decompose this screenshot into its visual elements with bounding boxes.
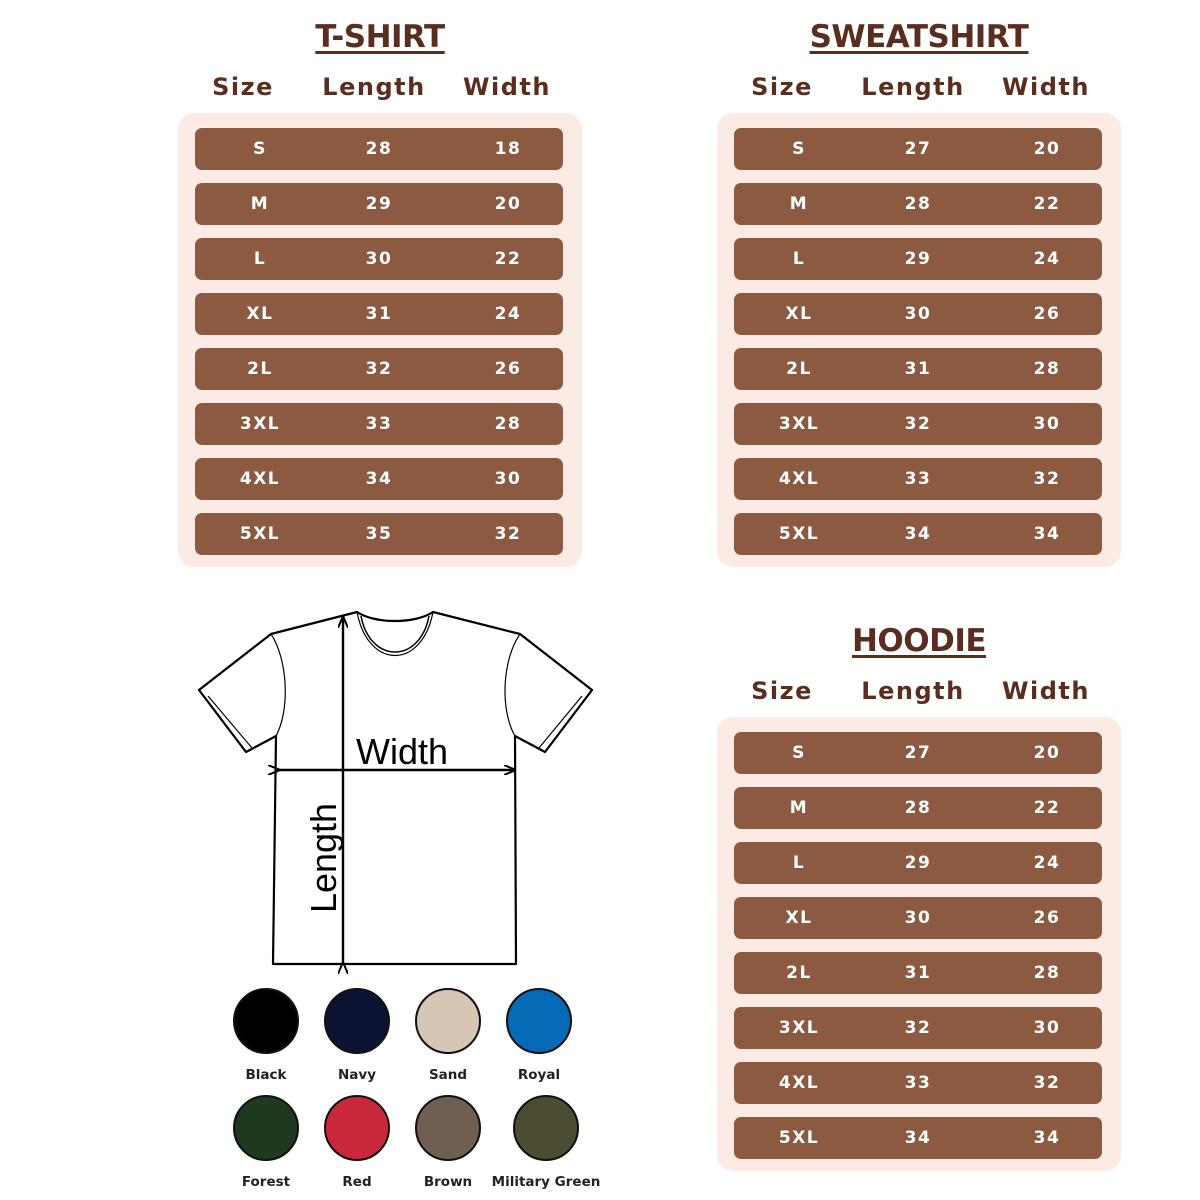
- tshirt-title: T-SHIRT: [315, 19, 445, 55]
- shirt-outline: [199, 612, 592, 964]
- width-cell: 32: [1033, 469, 1061, 489]
- table-row: [734, 238, 1102, 280]
- size-cell: 3XL: [778, 1018, 820, 1038]
- length-cell: 34: [365, 469, 393, 489]
- color-dot: [233, 988, 299, 1054]
- color-dot: [415, 1095, 481, 1161]
- table-row: [734, 293, 1102, 335]
- width-cell: 32: [1033, 1073, 1061, 1093]
- size-cell: 4XL: [778, 1073, 820, 1093]
- width-cell: 26: [494, 359, 522, 379]
- size-column-header: Size: [751, 73, 813, 101]
- size-cell: 2L: [786, 963, 812, 983]
- color-swatch-military-green: [486, 1092, 606, 1200]
- tshirt-table: [178, 113, 582, 567]
- width-cell: 24: [1033, 249, 1061, 269]
- hoodie-size-chart: [717, 621, 1121, 1173]
- width-cell: 24: [494, 304, 522, 324]
- hoodie-table: [717, 717, 1121, 1171]
- width-label: Width: [355, 731, 449, 772]
- length-cell: 29: [904, 853, 932, 873]
- table-row: [195, 348, 563, 390]
- width-cell: 22: [1033, 194, 1061, 214]
- length-cell: 32: [904, 414, 932, 434]
- color-label: Forest: [241, 1174, 291, 1190]
- color-label: Navy: [337, 1067, 376, 1083]
- length-cell: 27: [904, 139, 932, 159]
- table-row: [734, 458, 1102, 500]
- width-cell: 22: [1033, 798, 1061, 818]
- width-cell: 32: [494, 524, 522, 544]
- table-row: [734, 183, 1102, 225]
- table-row: [195, 293, 563, 335]
- tshirt-measurement-diagram: [190, 600, 600, 980]
- table-row: [734, 787, 1102, 829]
- color-label: Sand: [428, 1067, 468, 1083]
- length-cell: 30: [365, 249, 393, 269]
- color-dot: [415, 988, 481, 1054]
- size-cell: 3XL: [239, 414, 281, 434]
- tshirt-measurement-icon: [190, 600, 600, 980]
- width-cell: 22: [494, 249, 522, 269]
- length-cell: 32: [365, 359, 393, 379]
- length-cell: 28: [904, 194, 932, 214]
- length-cell: 33: [904, 1073, 932, 1093]
- size-cell: 4XL: [778, 469, 820, 489]
- table-row: [195, 238, 563, 280]
- table-row: [195, 183, 563, 225]
- size-cell: XL: [785, 908, 813, 928]
- size-cell: 2L: [786, 359, 812, 379]
- table-row: [734, 128, 1102, 170]
- width-cell: 34: [1033, 1128, 1061, 1148]
- length-column-header: Length: [861, 73, 965, 101]
- length-label: Length: [303, 802, 344, 914]
- color-label: Red: [342, 1174, 372, 1190]
- size-cell: M: [250, 194, 270, 214]
- width-cell: 28: [1033, 963, 1061, 983]
- length-cell: 34: [904, 524, 932, 544]
- width-cell: 30: [1033, 1018, 1061, 1038]
- table-row: [195, 403, 563, 445]
- length-cell: 33: [365, 414, 393, 434]
- width-cell: 24: [1033, 853, 1061, 873]
- color-label: Brown: [423, 1174, 473, 1190]
- table-row: [734, 732, 1102, 774]
- length-cell: 29: [904, 249, 932, 269]
- sweatshirt-column-headers: [717, 67, 1121, 107]
- tshirt-size-chart: [178, 17, 582, 569]
- table-row: [734, 403, 1102, 445]
- length-cell: 35: [365, 524, 393, 544]
- size-cell: 5XL: [778, 524, 820, 544]
- color-dot: [324, 988, 390, 1054]
- width-cell: 30: [494, 469, 522, 489]
- length-cell: 32: [904, 1018, 932, 1038]
- length-cell: 28: [904, 798, 932, 818]
- width-cell: 30: [1033, 414, 1061, 434]
- table-row: [734, 842, 1102, 884]
- table-row: [734, 1062, 1102, 1104]
- color-swatches: [200, 985, 620, 1200]
- color-dot: [506, 988, 572, 1054]
- size-column-header: Size: [212, 73, 274, 101]
- sweatshirt-title: SWEATSHIRT: [809, 19, 1029, 55]
- size-cell: S: [792, 139, 806, 159]
- color-dot: [324, 1095, 390, 1161]
- table-row: [734, 952, 1102, 994]
- length-cell: 28: [365, 139, 393, 159]
- width-cell: 28: [494, 414, 522, 434]
- table-row: [195, 458, 563, 500]
- color-label: Royal: [517, 1067, 561, 1083]
- size-cell: M: [789, 194, 809, 214]
- sweatshirt-size-chart: [717, 17, 1121, 569]
- size-cell: L: [253, 249, 267, 269]
- size-cell: 4XL: [239, 469, 281, 489]
- tshirt-column-headers: [178, 67, 582, 107]
- length-cell: 27: [904, 743, 932, 763]
- color-dot: [513, 1095, 579, 1161]
- size-cell: 3XL: [778, 414, 820, 434]
- sweatshirt-table: [717, 113, 1121, 567]
- hoodie-column-headers: [717, 671, 1121, 711]
- color-swatch-royal: [479, 985, 599, 1095]
- length-cell: 29: [365, 194, 393, 214]
- size-column-header: Size: [751, 677, 813, 705]
- width-cell: 20: [1033, 743, 1061, 763]
- length-column-header: Length: [322, 73, 426, 101]
- length-cell: 31: [904, 963, 932, 983]
- length-cell: 31: [365, 304, 393, 324]
- table-row: [734, 513, 1102, 555]
- width-cell: 34: [1033, 524, 1061, 544]
- size-cell: S: [792, 743, 806, 763]
- table-row: [195, 128, 563, 170]
- table-row: [734, 1117, 1102, 1159]
- width-column-header: Width: [463, 73, 551, 101]
- color-label: Military Green: [491, 1174, 601, 1190]
- length-cell: 30: [904, 304, 932, 324]
- length-cell: 30: [904, 908, 932, 928]
- width-cell: 28: [1033, 359, 1061, 379]
- color-dot: [233, 1095, 299, 1161]
- hoodie-title: HOODIE: [851, 623, 987, 659]
- table-row: [734, 348, 1102, 390]
- width-cell: 26: [1033, 304, 1061, 324]
- color-label: Black: [245, 1067, 287, 1083]
- width-column-header: Width: [1002, 677, 1090, 705]
- width-cell: 20: [1033, 139, 1061, 159]
- width-cell: 26: [1033, 908, 1061, 928]
- size-cell: L: [792, 249, 806, 269]
- width-cell: 18: [494, 139, 522, 159]
- size-cell: XL: [785, 304, 813, 324]
- length-cell: 33: [904, 469, 932, 489]
- width-column-header: Width: [1002, 73, 1090, 101]
- table-row: [734, 1007, 1102, 1049]
- size-cell: 2L: [247, 359, 273, 379]
- length-cell: 34: [904, 1128, 932, 1148]
- length-cell: 31: [904, 359, 932, 379]
- size-cell: XL: [246, 304, 274, 324]
- table-row: [734, 897, 1102, 939]
- table-row: [195, 513, 563, 555]
- length-column-header: Length: [861, 677, 965, 705]
- size-cell: L: [792, 853, 806, 873]
- size-cell: 5XL: [778, 1128, 820, 1148]
- size-cell: 5XL: [239, 524, 281, 544]
- size-cell: M: [789, 798, 809, 818]
- width-cell: 20: [494, 194, 522, 214]
- size-cell: S: [253, 139, 267, 159]
